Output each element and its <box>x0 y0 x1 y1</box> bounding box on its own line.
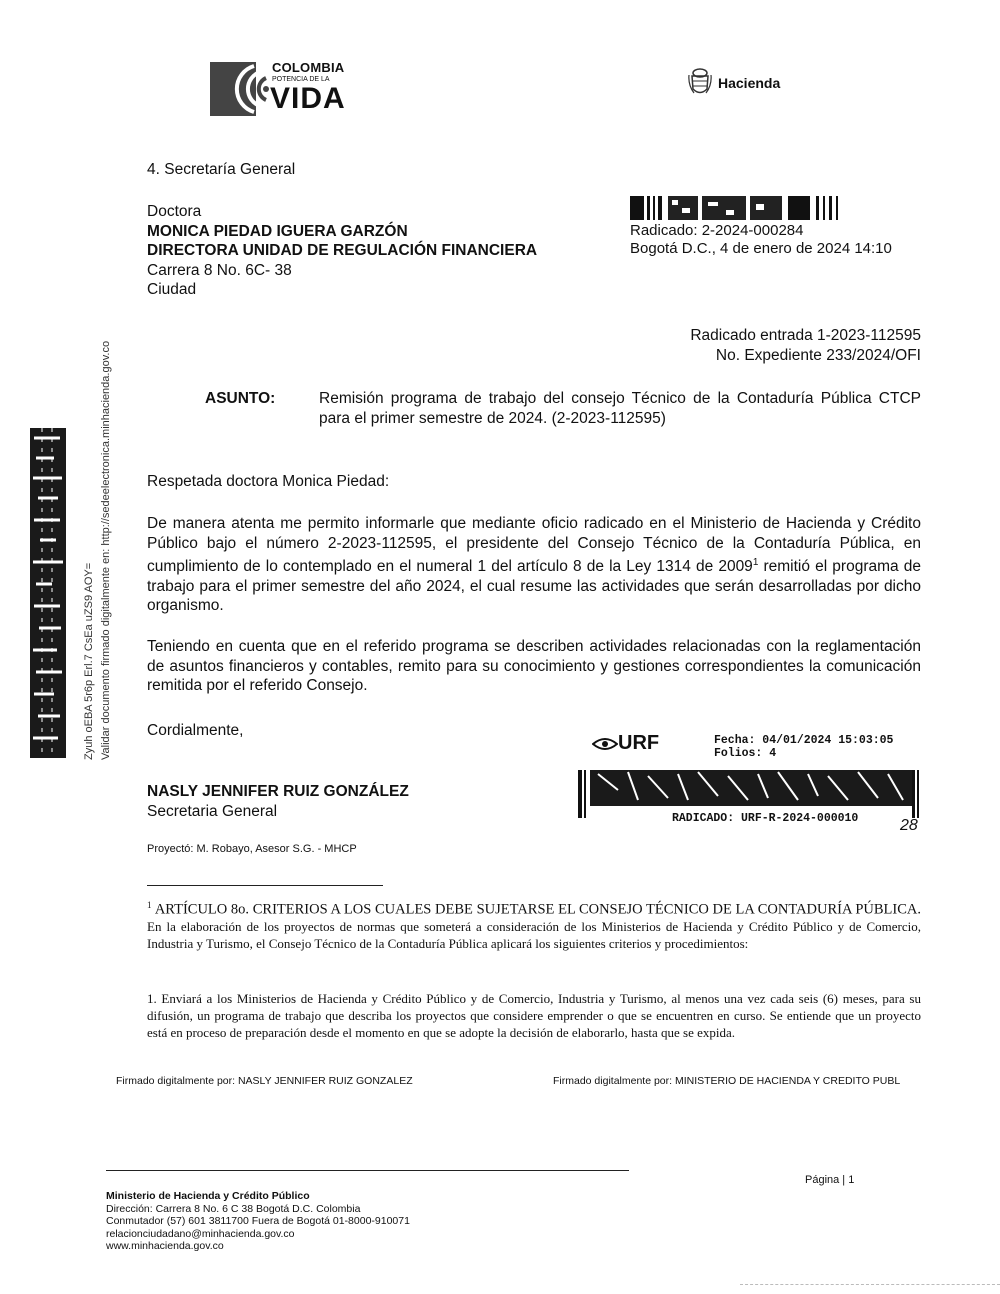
urf-logo-text: URF <box>618 732 660 754</box>
digital-signature-left: Firmado digitalmente por: NASLY JENNIFER RUIZ GONZALEZ <box>116 1075 413 1087</box>
urf-handwritten-number: 28 <box>900 817 918 834</box>
footnote-number: 1 <box>147 900 152 910</box>
footnote <box>147 897 921 952</box>
recipient-city: Ciudad <box>147 281 197 298</box>
validation-barcode <box>30 428 66 758</box>
sender-unit: 4. Secretaría General <box>147 161 296 178</box>
paragraph-1-text: De manera atenta me permito informarle que mediante oficio radicado en el Ministerio de Hacienda y Crédito Público bajo el número 2-2023-112595, el presidente del Consejo Técnico de la Contaduría Pública, en cumplimiento de lo contemplado en el numeral 1 del artículo 8 de la Ley 1314 de 2009 <box>147 515 921 576</box>
footer-org: Ministerio de Hacienda y Crédito Público <box>106 1190 310 1202</box>
urf-logo <box>592 732 659 755</box>
footer-block <box>106 1190 410 1253</box>
greeting: Respetada doctora Monica Piedad: <box>147 473 390 490</box>
asunto-label: ASUNTO: <box>205 390 276 407</box>
recipient-title: DIRECTORA UNIDAD DE REGULACIÓN FINANCIERA <box>147 242 538 259</box>
footnote-item-1: 1. Enviará a los Ministerios de Hacienda y Crédito Público y de Comercio, Industria y Turismo, al menos una vez cada seis (6) meses, para su difusión, un programa de trabajo que describa los proyectos que considere emprender o que se encuentren en curso. Se entiende que un proyecto está en proceso de preparación desde el momento en que se adopte la decisión de elaborarlo, hasta que se expida. <box>147 991 921 1040</box>
footnote-separator <box>147 885 383 886</box>
logo-line2: POTENCIA DE LA <box>272 76 330 83</box>
signer-name: NASLY JENNIFER RUIZ GONZÁLEZ <box>147 783 409 800</box>
logo-line1: COLOMBIA <box>272 60 345 75</box>
scan-edge-mark <box>740 1284 1000 1285</box>
recipient-address: Carrera 8 No. 6C- 38 <box>147 261 292 279</box>
side-validation-link: Validar documento firmado digitalmente en: http://sedeelectronica.minhacienda.gov.co <box>100 340 112 760</box>
radicado-entrada: Radicado entrada 1-2023-112595 <box>690 327 921 344</box>
coat-of-arms-icon <box>688 67 712 97</box>
closing: Cordialmente, <box>147 722 244 739</box>
prepared-by: Proyectó: M. Robayo, Asesor S.G. - MHCP <box>147 843 357 855</box>
footer-address: Dirección: Carrera 8 No. 6 C 38 Bogotá D.C. Colombia <box>106 1202 361 1215</box>
signer-block <box>147 782 409 821</box>
footnote-intro: En la elaboración de los proyectos de normas que someterá a consideración de los Ministerios de Hacienda y Crédito Público y de Comercio, Industria y Turismo, el Consejo Técnico de la Contaduría Pública aplicará los siguientes criterios y procedimientos: <box>147 919 921 952</box>
side-code: Zyuh oEBA 5r6p Erl.7 CsEa uZS9 AOY= <box>83 562 95 760</box>
signer-title: Secretaria General <box>147 802 278 820</box>
reference-block <box>690 326 921 365</box>
urf-barcode <box>578 770 920 818</box>
urf-radicado: RADICADO: URF-R-2024-000010 <box>672 812 859 825</box>
paragraph-1 <box>147 514 921 616</box>
hacienda-label: Hacienda <box>718 75 781 91</box>
asunto-text: Remisión programa de trabajo del consejo Técnico de la Contaduría Pública CTCP para el primer semestre de 2024. (2-2023-112595) <box>319 390 921 427</box>
urf-folios: Folios: 4 <box>714 747 777 760</box>
urf-info <box>714 734 893 760</box>
paragraph-1-tail: remitió el programa de trabajo para el primer semestre del año 2024, el cual resume las actividades que serán desarrolladas por dicho organismo. <box>147 558 921 615</box>
footer-web: www.minhacienda.gov.co <box>106 1240 224 1252</box>
logo-mark-icon <box>210 62 270 116</box>
recipient-salutation: Doctora <box>147 203 202 220</box>
paragraph-2: Teniendo en cuenta que en el referido programa se describen actividades relacionadas con la reglamentación de asuntos financieros y contables, remito para su conocimiento y gestiones correspondientes la comunicación remitida por el referido Consejo. <box>147 638 921 694</box>
colombia-potencia-vida-logo <box>210 58 370 118</box>
radicado-date: Bogotá D.C., 4 de enero de 2024 14:10 <box>630 240 892 257</box>
urf-eye-icon <box>592 737 618 751</box>
footnote-heading: ARTÍCULO 8o. CRITERIOS A LOS CUALES DEBE SUJETARSE EL CONSEJO TÉCNICO DE LA CONTADURÍA PÚBLICA. <box>154 901 922 918</box>
digital-signature-right: Firmado digitalmente por: MINISTERIO DE HACIENDA Y CREDITO PUBL <box>553 1075 901 1087</box>
urf-fecha: Fecha: 04/01/2024 15:03:05 <box>714 734 894 747</box>
footer-phone: Conmutador (57) 601 3811700 Fuera de Bogotá 01-8000-910071 <box>106 1215 410 1227</box>
footnote-ref: 1 <box>752 557 759 568</box>
footer-email: relacionciudadano@minhacienda.gov.co <box>106 1227 295 1240</box>
expediente-number: No. Expediente 233/2024/OFI <box>715 346 921 364</box>
recipient-block <box>147 202 537 300</box>
recipient-name: MONICA PIEDAD IGUERA GARZÓN <box>147 222 408 240</box>
footer-separator <box>106 1170 629 1171</box>
radicado-block <box>630 222 892 258</box>
radicado-barcode <box>630 196 840 220</box>
page-number: Página | 1 <box>805 1174 855 1186</box>
logo-line3: VIDA <box>270 82 346 115</box>
radicado-number: Radicado: 2-2024-000284 <box>630 222 804 239</box>
